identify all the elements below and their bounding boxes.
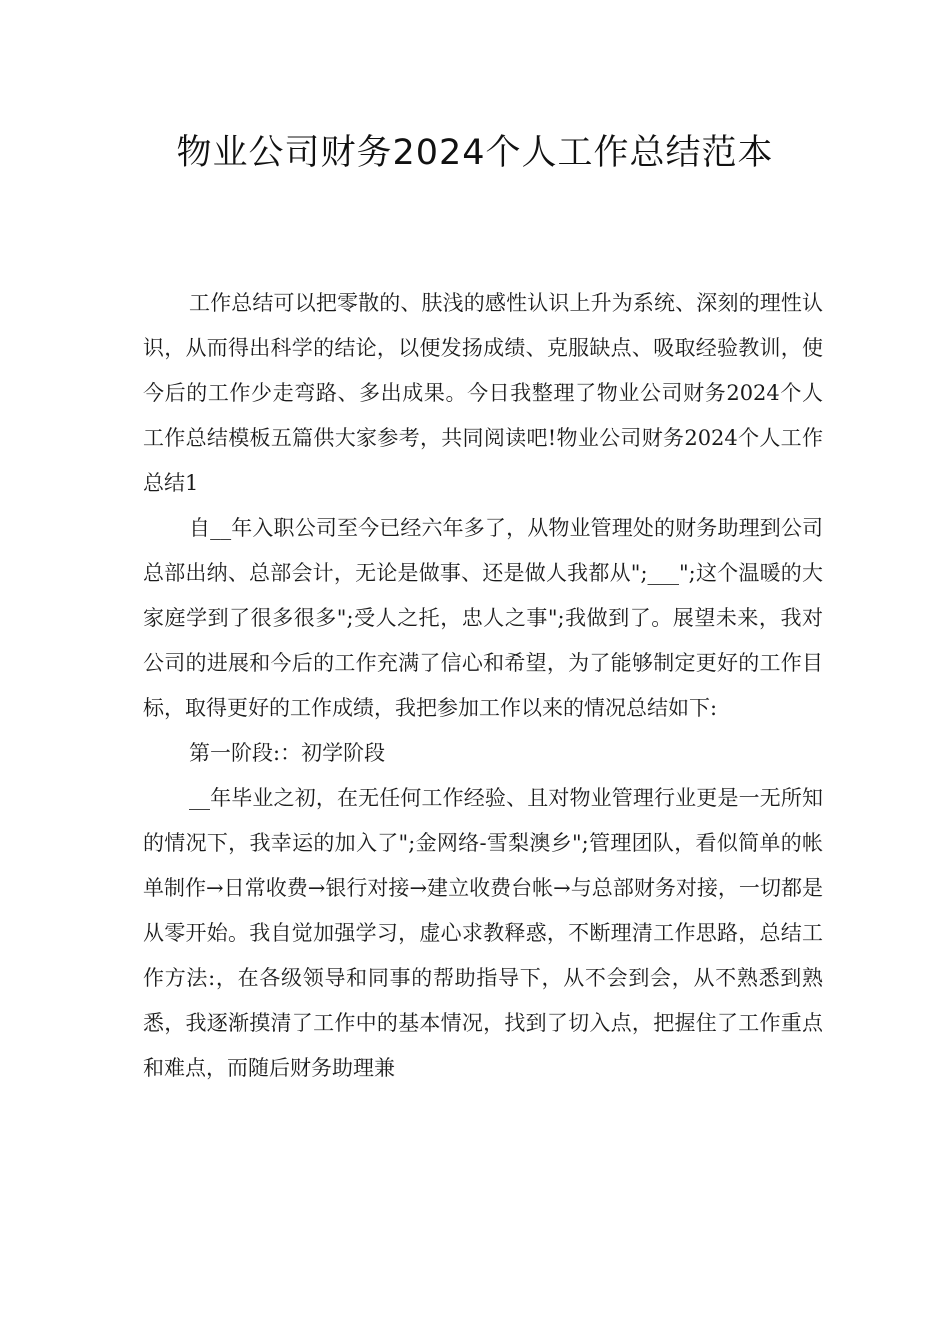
paragraph-intro: 工作总结可以把零散的、肤浅的感性认识上升为系统、深刻的理性认识，从而得出科学的结论，以便发扬成绩、克服缺点、吸取经验教训，使今后的工作少走弯路、多出成果。今日我整理了物业公司财务2024个人工作总结模板五篇供大家参考，共同阅读吧!物业公司财务2024个人工作总结1 xyxy=(143,291,823,495)
paragraph-stage-heading: 第一阶段:：初学阶段 xyxy=(189,741,386,765)
document-body xyxy=(143,281,823,1091)
paragraph-stage-detail: __年毕业之初，在无任何工作经验、且对物业管理行业更是一无所知的情况下，我幸运的加入了";金网络-雪梨澳乡";管理团队，看似简单的帐单制作→日常收费→银行对接→建立收费台帐→与总部财务对接，一切都是从零开始。我自觉加强学习，虚心求教释惑，不断理清工作思路，总结工作方法:，在各级领导和同事的帮助指导下，从不会到会，从不熟悉到熟悉，我逐渐摸清了工作中的基本情况，找到了切入点，把握住了工作重点和难点，而随后财务助理兼 xyxy=(143,786,823,1080)
paragraph-overview: 自__年入职公司至今已经六年多了，从物业管理处的财务助理到公司总部出纳、总部会计，无论是做事、还是做人我都从";___";这个温暖的大家庭学到了很多很多";受人之托，忠人之事";我做到了。展望未来，我对公司的进展和今后的工作充满了信心和希望，为了能够制定更好的工作目标，取得更好的工作成绩，我把参加工作以来的情况总结如下: xyxy=(143,516,823,720)
document-title: 物业公司财务2024个人工作总结范本 xyxy=(176,133,774,173)
